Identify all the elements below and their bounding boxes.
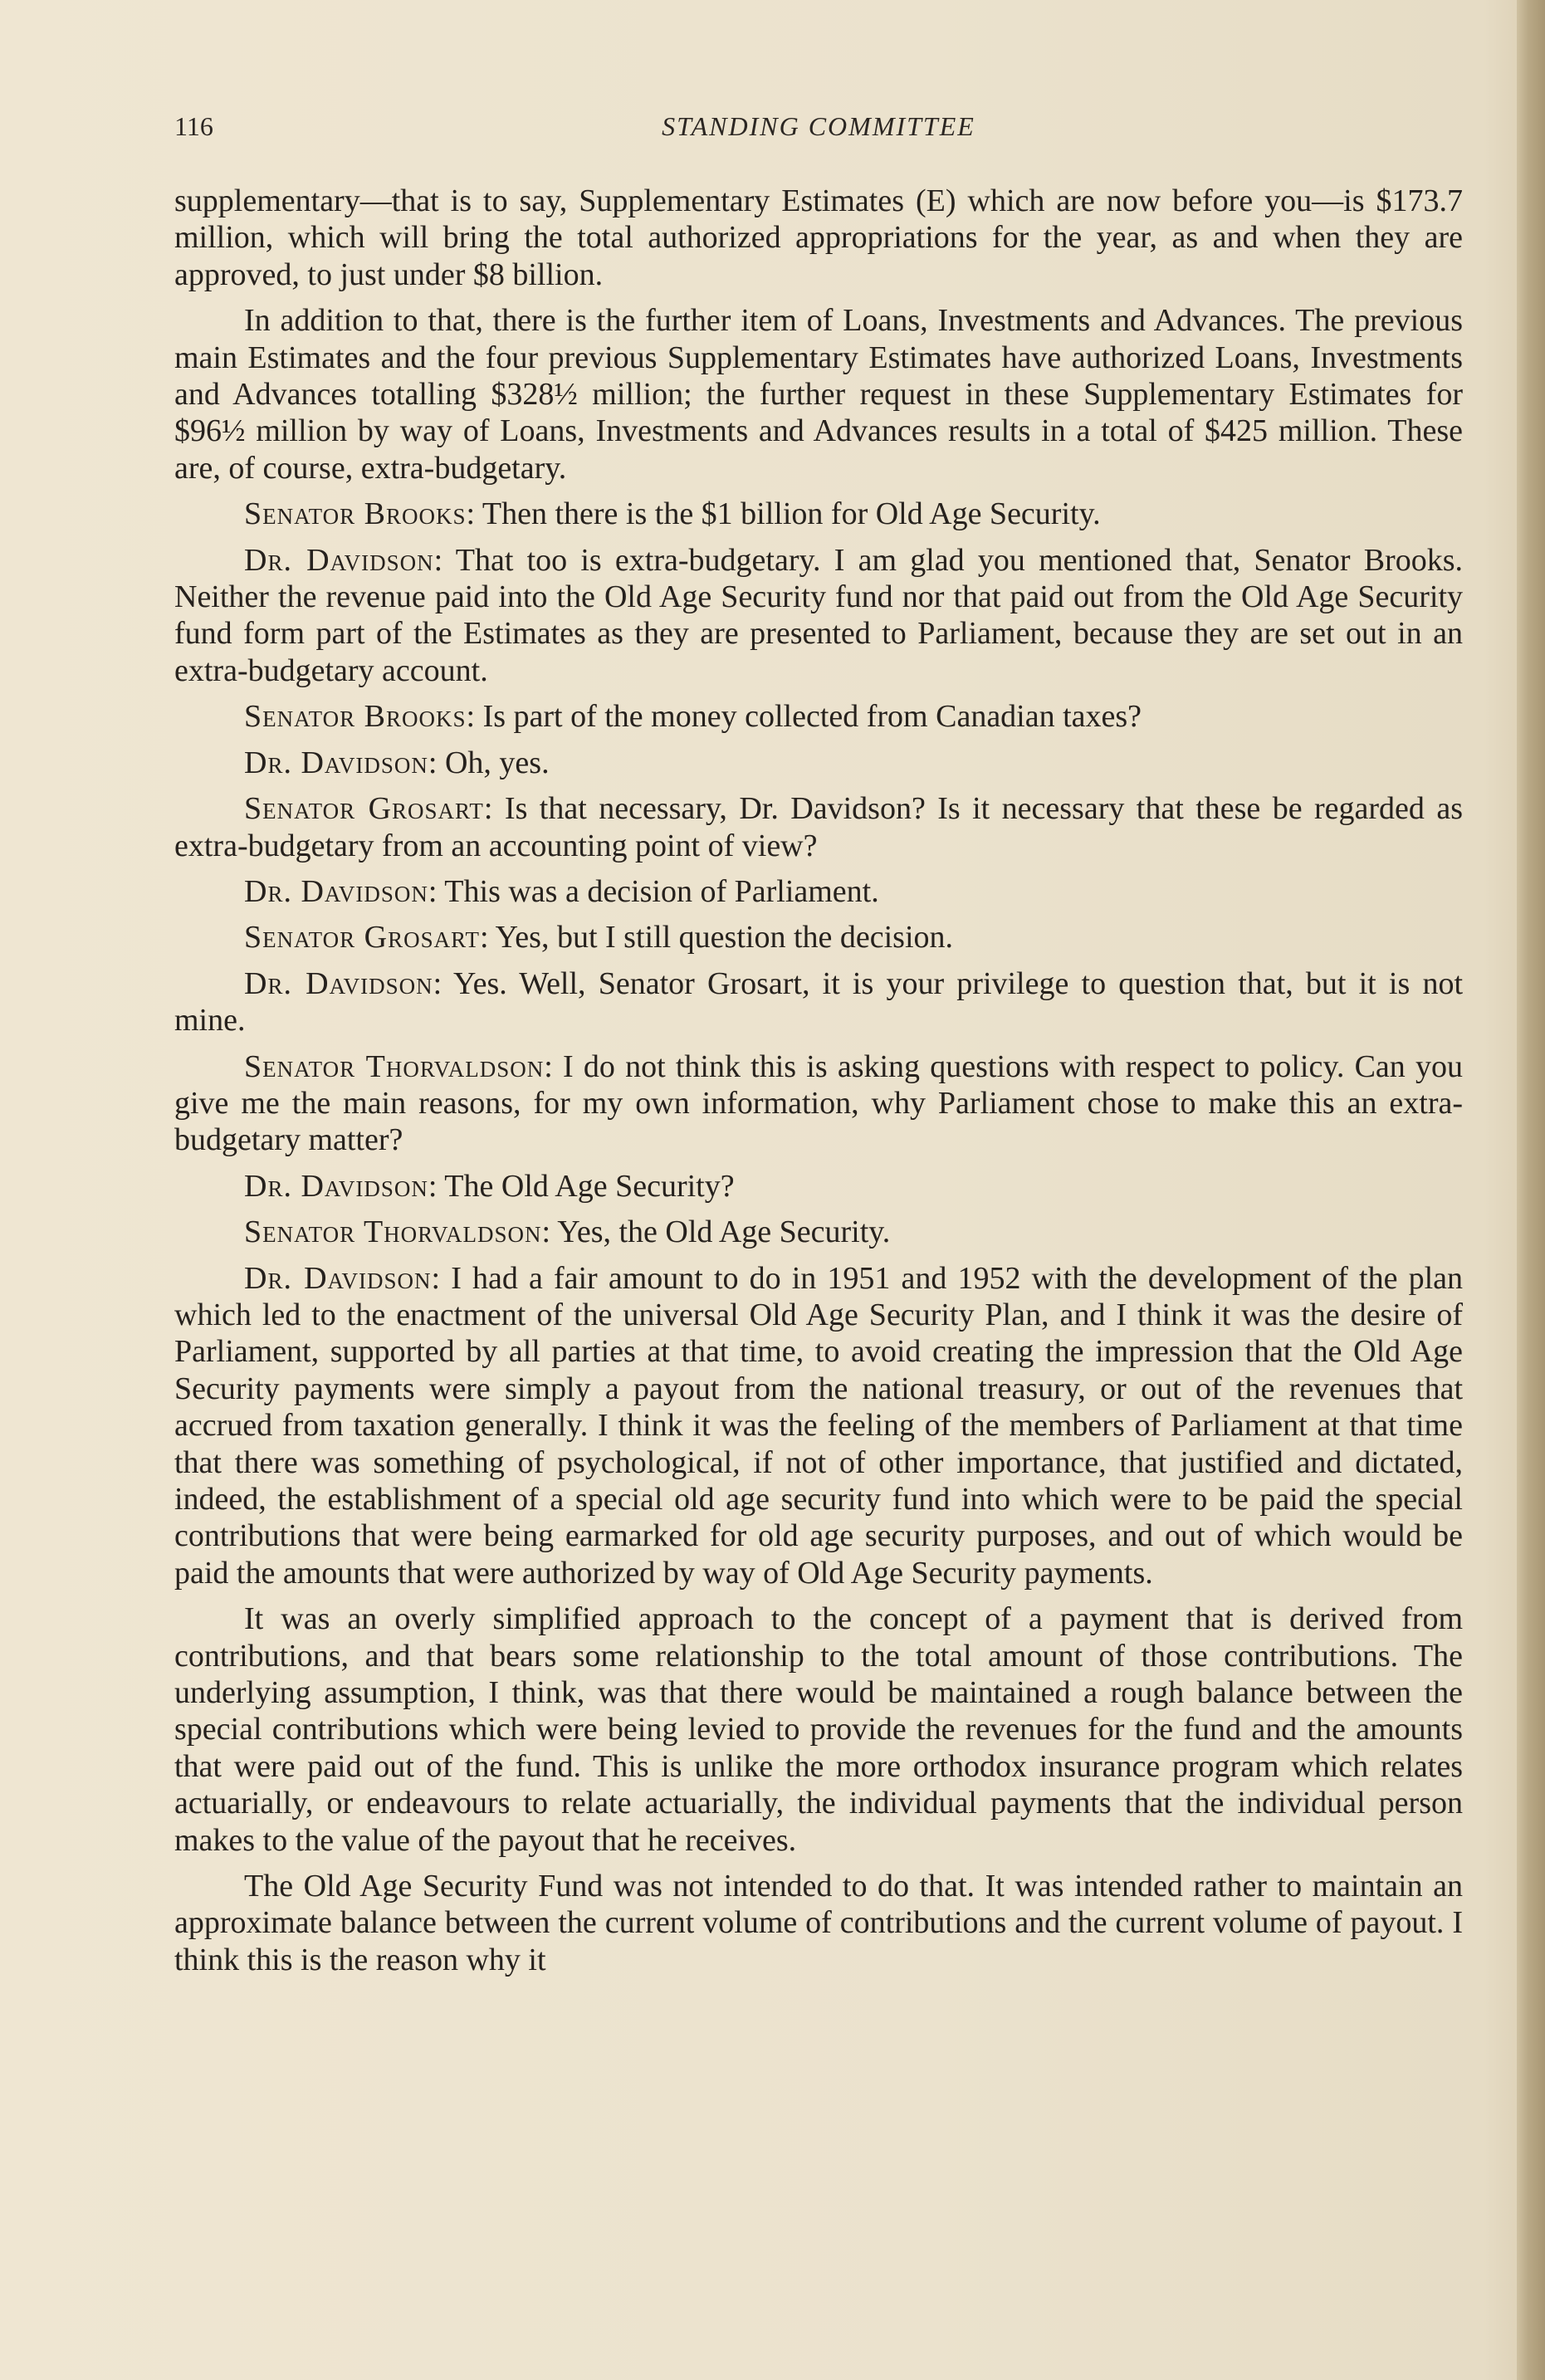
paragraph — [174, 302, 1463, 486]
speaker-name: Dr. Davidson — [244, 1260, 432, 1296]
paragraph-text: Yes, the Old Age Security. — [557, 1214, 891, 1250]
speaker-name: Senator Grosart — [244, 920, 480, 955]
paragraph — [174, 1601, 1463, 1859]
paragraph: Dr. Davidson: Oh, yes. — [244, 745, 550, 780]
speaker-name: Dr. Davidson — [244, 965, 433, 1001]
paragraph-text: Yes. Well, Senator Grosart, it is your privilege to question that, but it is not mine. — [174, 965, 1464, 1039]
speaker-name: Senator Thorvaldson — [244, 1214, 542, 1250]
speaker-name: Dr. Davidson — [244, 873, 428, 909]
paragraph: Dr. Davidson: This was a decision of Parliament. — [244, 873, 879, 909]
paragraph-text: I do not think this is asking questions with respect to policy. Can you give me the main reasons, for my own information, why Parliament chose to make this an extra-budgetary matter? — [174, 1048, 1463, 1158]
paragraph: Senator Thorvaldson: Yes, the Old Age Security. — [244, 1214, 891, 1250]
paragraph-text: This was a decision of Parliament. — [444, 873, 879, 909]
paragraph — [174, 183, 1463, 293]
paragraph-text: In addition to that, there is the further item of Loans, Investments and Advances. The previous main Estimates and the four previous Supplementary Estimates have authorized Loans, Investments and Advances totalling $328½ million; the further request in these Supplementary Estimates for $96½ million by way of Loans, Investments and Advances results in a total of $425 million. These are, of course, extra-budgetary. — [174, 303, 1463, 486]
binding-edge — [1517, 0, 1545, 2380]
paragraph: Dr. Davidson: That too is extra-budgetary. I am glad you mentioned that, Senator Brooks. Neither the revenue paid into the Old Age Security fund nor that paid out from the Old Age Security fund form part of the Estimates as they are presented to Parliament, because they are set out in an extra-budgetary account. — [174, 542, 1463, 688]
speaker-name: Senator Grosart — [244, 791, 484, 827]
paragraph-text: It was an overly simplified approach to the concept of a payment that is derived from contributions, and that bears some relationship to the total amount of those contributions. The underlying assumption, I think, was that there would be maintained a rough balance between the special contributions which were being levied to provide the revenues for the fund and the amounts that were paid out of the fund. This is unlike the more orthodox insurance program which relates actuarially, or endeavours to relate actuarially, the individual payments that the individual person makes to the value of the payout that he receives. — [174, 1601, 1463, 1858]
running-head: STANDING COMMITTEE — [662, 111, 975, 141]
paragraph: Senator Brooks: Is part of the money collected from Canadian taxes? — [244, 699, 1142, 735]
speaker-name: Senator Brooks — [244, 699, 467, 735]
paragraph: Senator Brooks: Then there is the $1 billion for Old Age Security. — [244, 496, 1101, 532]
paragraph-text: Is that necessary, Dr. Davidson? Is it necessary that these be regarded as extra-budgetary from an accounting point of view? — [174, 791, 1463, 863]
paragraph-text: The Old Age Security? — [444, 1168, 735, 1204]
paragraph — [174, 1868, 1463, 1978]
speaker-name: Dr. Davidson — [244, 745, 428, 780]
paragraph-text: The Old Age Security Fund was not intended to do that. It was intended rather to maintain an approximate balance between the current volume of contributions and the current volume of payout. I think this is the reason why it — [174, 1869, 1463, 1977]
paragraph-text: Is part of the money collected from Canadian taxes? — [482, 699, 1142, 735]
speaker-name: Senator Thorvaldson — [244, 1048, 545, 1084]
page-header — [174, 111, 1463, 153]
paragraph-text: supplementary—that is to say, Supplementary Estimates (E) which are now before you—is $173.7 million, which will bring the total authorized appropriations for the year, as and when they are approved, to just under $8 billion. — [174, 183, 1463, 292]
paragraph: Dr. Davidson: Yes. Well, Senator Grosart, it is your privilege to question that, but it is not mine. — [174, 965, 1464, 1039]
paragraph-text: Yes, but I still question the decision. — [495, 920, 954, 955]
paragraph: Senator Grosart: Is that necessary, Dr. Davidson? Is it necessary that these be regarded as extra-budgetary from an accounting point of view? — [174, 791, 1463, 863]
paragraph-text: I had a fair amount to do in 1951 and 1952 with the development of the plan which led to the enactment of the universal Old Age Security Plan, and I think it was the desire of Parliament, supported by all parties at that time, to avoid creating the impression that the Old Age Security payments were simply a payout from the national treasury, or out of the revenues that accrued from taxation generally. I think it was the feeling of the members of Parliament at that time that there was something of psychological, if not of other importance, that justified and dictated, indeed, the establishment of a special old age security fund into which were to be paid the special contributions that were being earmarked for old age security purposes, and out of which would be paid the amounts that were authorized by way of Old Age Security payments. — [174, 1260, 1464, 1591]
body-text — [174, 183, 1463, 1987]
speaker-name: Senator Brooks — [244, 496, 467, 532]
paragraph: Senator Thorvaldson: I do not think this is asking questions with respect to policy. Can you give me the main reasons, for my own information, why Parliament chose to make this an extra-budgetary matter? — [174, 1048, 1463, 1158]
paragraph-text: Oh, yes. — [444, 745, 550, 780]
speaker-name: Dr. Davidson — [244, 1168, 428, 1204]
page-number: 116 — [174, 111, 213, 141]
paragraph: Senator Grosart: Yes, but I still question the decision. — [244, 920, 954, 955]
paragraph: Dr. Davidson: I had a fair amount to do in 1951 and 1952 with the development of the plan which led to the enactment of the universal Old Age Security Plan, and I think it was the desire of Parliament, supported by all parties at that time, to avoid creating the impression that the Old Age Security payments were simply a payout from the national treasury, or out of the revenues that accrued from taxation generally. I think it was the feeling of the members of Parliament at that time that there was something of psychological, if not of other importance, that justified and dictated, indeed, the establishment of a special old age security fund into which were to be paid the special contributions that were being earmarked for old age security purposes, and out of which would be paid the amounts that were authorized by way of Old Age Security payments. — [174, 1260, 1464, 1591]
paragraph-text: That too is extra-budgetary. I am glad you mentioned that, Senator Brooks. Neither the revenue paid into the Old Age Security fund nor that paid out from the Old Age Security fund form part of the Estimates as they are presented to Parliament, because they are set out in an extra-budgetary account. — [174, 542, 1463, 688]
paragraph-text: Then there is the $1 billion for Old Age Security. — [482, 496, 1101, 532]
paragraph: Dr. Davidson: The Old Age Security? — [244, 1168, 735, 1204]
speaker-name: Dr. Davidson — [244, 542, 434, 578]
